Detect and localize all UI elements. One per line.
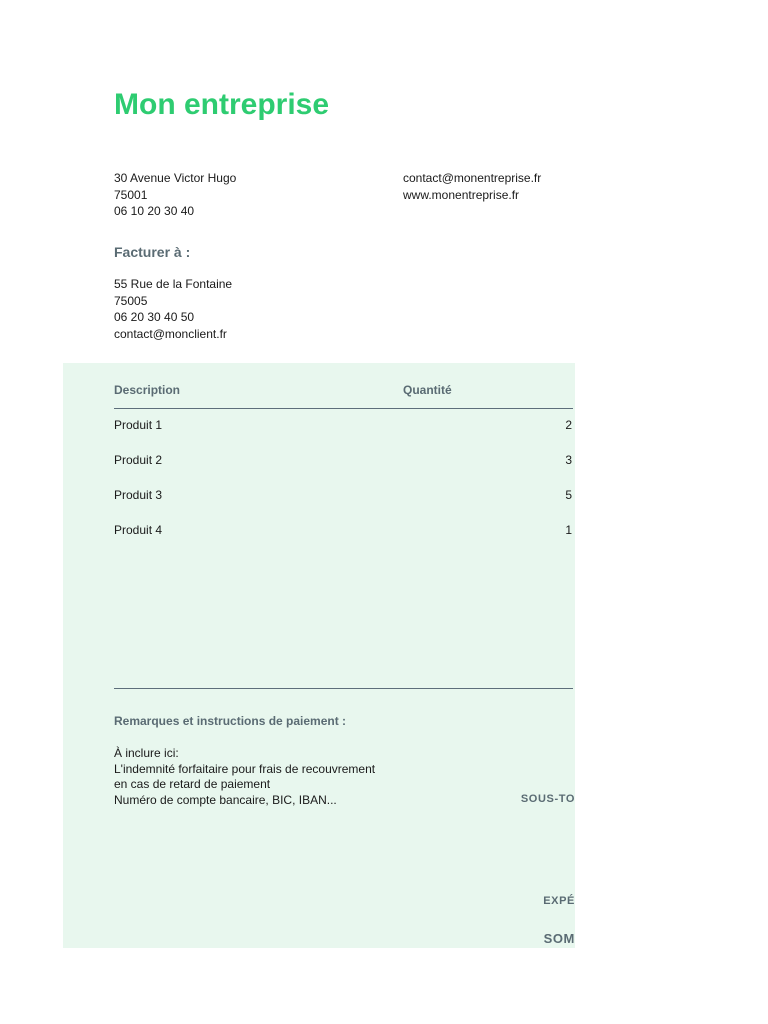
subtotal-label: SOUS-TO — [520, 793, 575, 805]
table-row — [114, 488, 573, 508]
column-header-description: Description — [114, 383, 181, 397]
row-quantity: 3 — [565, 453, 572, 467]
table-footer-divider — [114, 688, 573, 689]
client-street: 55 Rue de la Fontaine — [114, 277, 233, 291]
column-header-quantity: Quantité — [403, 383, 452, 397]
sender-website: www.monentreprise.fr — [403, 187, 520, 202]
client-address — [114, 276, 232, 342]
row-description: Produit 1 — [114, 418, 163, 432]
total-label: SOM — [543, 931, 575, 946]
remarks-body — [114, 746, 375, 808]
table-row — [114, 523, 573, 543]
row-quantity: 1 — [565, 523, 572, 537]
remarks-line: Numéro de compte bancaire, BIC, IBAN... — [114, 792, 337, 807]
bill-to-heading: Facturer à : — [114, 244, 191, 260]
sender-street: 30 Avenue Victor Hugo — [114, 171, 237, 185]
sender-address — [114, 170, 236, 220]
remarks-line: en cas de retard de paiement — [114, 777, 271, 791]
remarks-line: L'indemnité forfaitaire pour frais de recouvrement — [114, 761, 376, 776]
sender-contact — [403, 170, 541, 203]
row-quantity: 5 — [565, 488, 572, 502]
client-postcode: 75005 — [114, 293, 148, 308]
company-name: Mon entreprise — [114, 88, 330, 121]
row-quantity: 2 — [565, 418, 572, 432]
sender-postcode: 75001 — [114, 187, 148, 202]
row-description: Produit 2 — [114, 453, 163, 467]
remarks-line: À inclure ici: — [114, 746, 179, 760]
remarks-heading: Remarques et instructions de paiement : — [114, 714, 347, 728]
table-row — [114, 418, 573, 438]
client-phone: 06 20 30 40 50 — [114, 310, 195, 324]
shipping-label: EXPÉ — [543, 895, 575, 907]
row-description: Produit 3 — [114, 488, 163, 502]
row-description: Produit 4 — [114, 523, 163, 537]
table-header-divider — [114, 408, 573, 409]
table-row — [114, 453, 573, 473]
sender-email: contact@monentreprise.fr — [403, 171, 542, 185]
client-email: contact@monclient.fr — [114, 326, 227, 341]
sender-phone: 06 10 20 30 40 — [114, 204, 195, 218]
items-panel — [63, 363, 575, 948]
